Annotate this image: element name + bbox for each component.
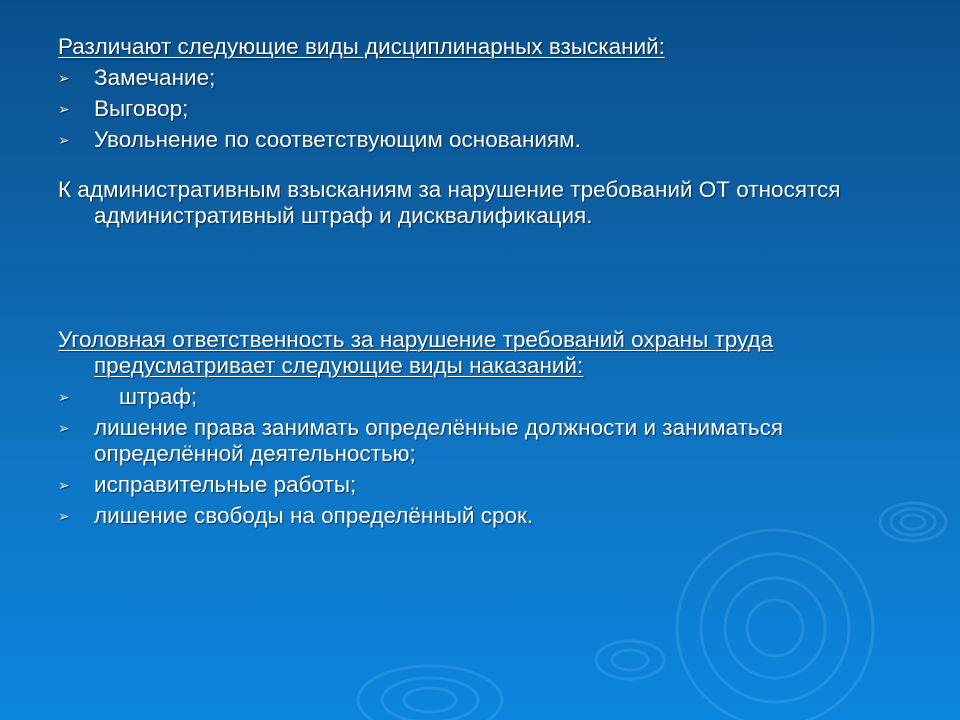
list-item-text: лишение права занимать определённые должности и заниматься определённой деятельностью; (94, 415, 784, 466)
list-item-text: лишение свободы на определённый срок. (94, 503, 534, 528)
list-item (58, 65, 898, 91)
list-item (58, 96, 898, 122)
ripple-large (677, 530, 873, 720)
list-item (58, 384, 898, 410)
arrowhead-bullet-icon: ➢ (58, 508, 70, 524)
arrowhead-bullet-icon: ➢ (58, 70, 70, 86)
arrowhead-bullet-icon: ➢ (58, 389, 70, 405)
list-item (58, 503, 898, 529)
spacer (58, 229, 898, 327)
disciplinary-list (58, 65, 898, 153)
arrowhead-bullet-icon: ➢ (58, 477, 70, 493)
section1-heading: Различают следующие виды дисциплинарных взысканий: (58, 34, 665, 59)
list-item-text: штраф; (94, 384, 198, 409)
criminal-list (58, 384, 898, 529)
ripple-bottom-left (358, 666, 502, 720)
arrowhead-bullet-icon: ➢ (58, 420, 70, 436)
list-item-text: Выговор; (94, 96, 189, 121)
admin-paragraph: К административным взысканиям за нарушение требований ОТ относятся административный штраф и дисквалификация. (58, 177, 841, 228)
spacer (58, 153, 898, 177)
arrowhead-bullet-icon: ➢ (58, 132, 70, 148)
ripple-bottom-mid (596, 641, 664, 679)
slide-content (58, 34, 898, 529)
list-item-text: исправительные работы; (94, 472, 357, 497)
list-item-text: Увольнение по соответствующим основаниям. (94, 127, 581, 152)
list-item-text: Замечание; (94, 65, 216, 90)
section2-heading: Уголовная ответственность за нарушение требований охраны труда предусматривает следующие виды наказаний: (58, 327, 774, 378)
list-item (58, 127, 898, 153)
list-item (58, 415, 898, 467)
list-item (58, 472, 898, 498)
arrowhead-bullet-icon: ➢ (58, 101, 70, 117)
